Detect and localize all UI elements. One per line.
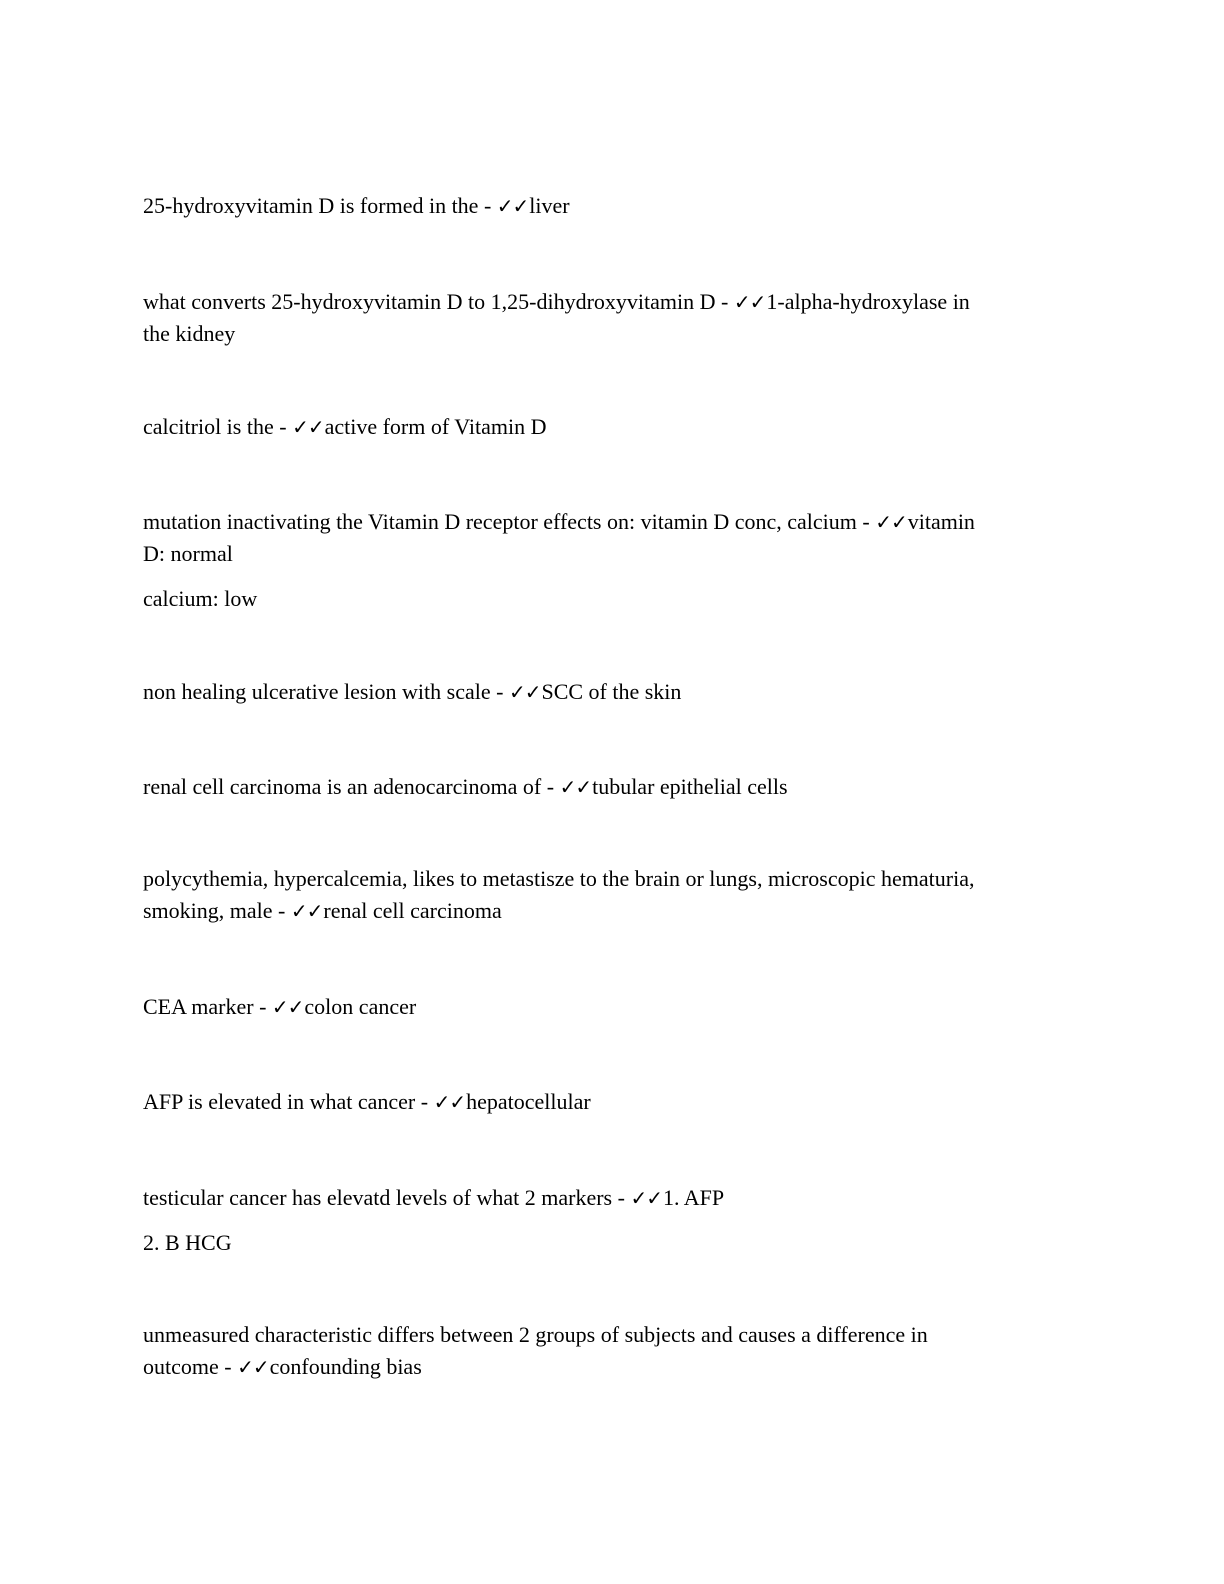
- question-line: unmeasured characteristic differs between 2 groups of subjects and causes a difference in: [143, 1322, 928, 1347]
- question-text: calcitriol is the -: [143, 414, 293, 439]
- question-text: what converts 25-hydroxyvitamin D to 1,25-dihydroxyvitamin D -: [143, 289, 734, 314]
- double-check-icon: ✓✓: [630, 1186, 662, 1210]
- qa-line: [143, 411, 1073, 443]
- question-line: polycythemia, hypercalcemia, likes to metastisze to the brain or lungs, microscopic hematuria,: [143, 866, 975, 891]
- qa-item: [143, 190, 1073, 222]
- qa-line: [143, 676, 1073, 708]
- qa-item: [143, 676, 1073, 708]
- answer-text: vitamin: [907, 509, 975, 534]
- answer-text: renal cell carcinoma: [323, 898, 502, 923]
- question-text: testicular cancer has elevatd levels of what 2 markers -: [143, 1185, 631, 1210]
- qa-line: [143, 991, 1073, 1023]
- qa-line: [143, 1182, 1073, 1214]
- answer-extra-line: calcium: low: [143, 586, 258, 611]
- answer-text: 1. AFP: [662, 1185, 725, 1210]
- qa-line: [143, 286, 1073, 318]
- answer-text: active form of Vitamin D: [324, 414, 547, 439]
- double-check-icon: ✓✓: [271, 995, 304, 1019]
- question-text: 25-hydroxyvitamin D is formed in the -: [143, 193, 497, 218]
- question-text: mutation inactivating the Vitamin D receptor effects on: vitamin D conc, calcium -: [143, 509, 876, 534]
- qa-line: [143, 1351, 1073, 1383]
- answer-text: colon cancer: [304, 994, 417, 1019]
- qa-item: [143, 506, 1073, 615]
- answer-continuation: the kidney: [143, 321, 236, 346]
- qa-line: [143, 1086, 1073, 1118]
- double-check-icon: ✓✓: [733, 290, 766, 314]
- question-text: renal cell carcinoma is an adenocarcinoma of -: [143, 774, 560, 799]
- qa-item: [143, 411, 1073, 443]
- qa-item: [143, 771, 1073, 803]
- double-check-icon: ✓✓: [496, 194, 529, 218]
- question-text: non healing ulcerative lesion with scale -: [143, 679, 509, 704]
- qa-line: [143, 506, 1073, 538]
- qa-item: [143, 1319, 1073, 1383]
- question-continuation: outcome -: [143, 1354, 238, 1379]
- qa-item: [143, 863, 1073, 927]
- double-check-icon: ✓✓: [290, 899, 323, 923]
- qa-item: [143, 991, 1073, 1023]
- qa-item: [143, 1182, 1073, 1259]
- double-check-icon: ✓✓: [875, 510, 907, 534]
- answer-extra-line: 2. B HCG: [143, 1230, 232, 1255]
- question-text: AFP is elevated in what cancer -: [143, 1089, 434, 1114]
- double-check-icon: ✓✓: [508, 680, 541, 704]
- qa-line: [143, 771, 1073, 803]
- double-check-icon: ✓✓: [292, 415, 324, 439]
- question-text: CEA marker -: [143, 994, 272, 1019]
- qa-line: [143, 895, 1073, 927]
- answer-continuation: D: normal: [143, 541, 233, 566]
- answer-text: tubular epithelial cells: [592, 774, 788, 799]
- answer-text: SCC of the skin: [541, 679, 682, 704]
- double-check-icon: ✓✓: [559, 775, 592, 799]
- qa-item: [143, 286, 1073, 350]
- qa-line: [143, 190, 1073, 222]
- question-continuation: smoking, male -: [143, 898, 291, 923]
- answer-text: liver: [529, 193, 570, 218]
- answer-text: 1-alpha-hydroxylase in: [766, 289, 970, 314]
- double-check-icon: ✓✓: [433, 1090, 466, 1114]
- answer-text: confounding bias: [269, 1354, 422, 1379]
- qa-item: [143, 1086, 1073, 1118]
- double-check-icon: ✓✓: [237, 1355, 269, 1379]
- answer-text: hepatocellular: [466, 1089, 591, 1114]
